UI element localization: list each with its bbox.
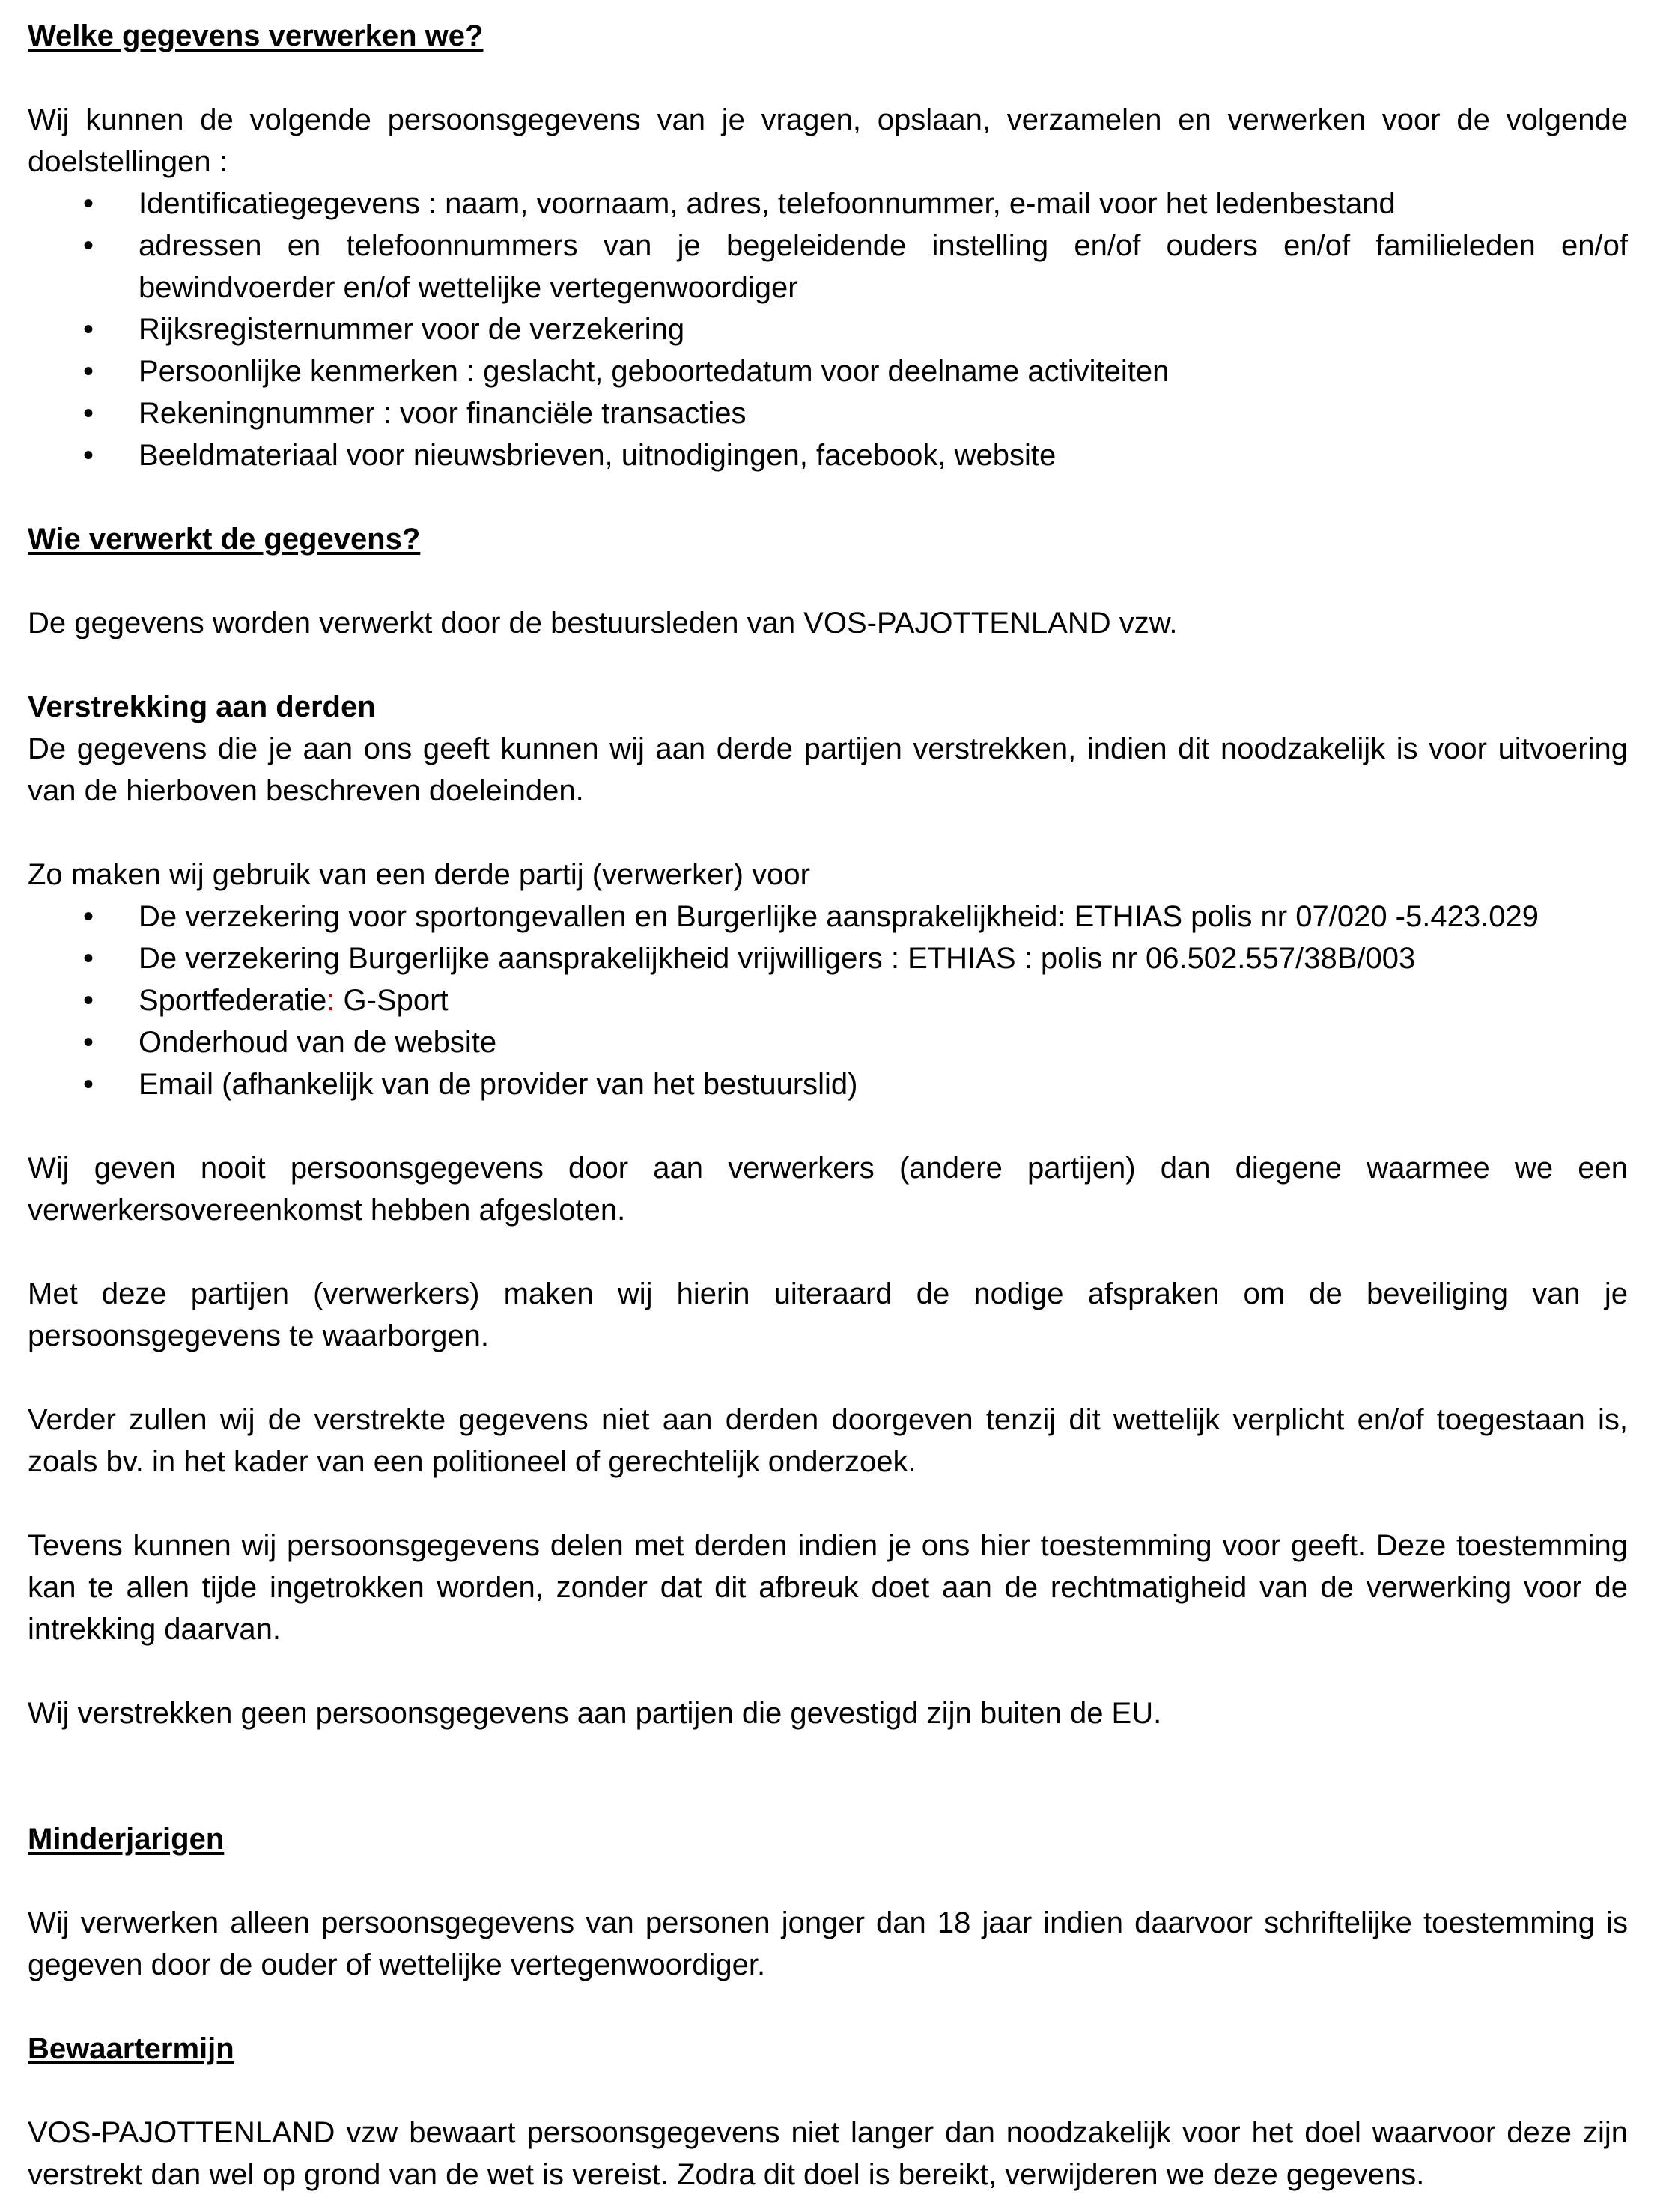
paragraph-security: Met deze partijen (verwerkers) maken wij hierin uiteraard de nodige afspraken om de beveiliging van je persoonsgegevens te waarborgen. [28, 1277, 1628, 1352]
bullet-icon: • [83, 900, 94, 933]
list-item: • De verzekering voor sportongevallen en Burgerlijke aansprakelijkheid: ETHIAS polis nr 07/020 -5.423.029 [28, 896, 1628, 938]
bullet-icon: • [83, 229, 94, 262]
list-item: • De verzekering Burgerlijke aansprakelijkheid vrijwilligers : ETHIAS : polis nr 06.502.557/38B/003 [28, 938, 1628, 979]
minors-text: Wij verwerken alleen persoonsgegevens van personen jonger dan 18 jaar indien daarvoor schriftelijke toestemming is gegeven door de ouder of wettelijke vertegenwoordiger. [28, 1906, 1628, 1981]
heading-third-parties: Verstrekking aan derden [28, 690, 376, 723]
list-item: • Identificatiegegevens : naam, voornaam, adres, telefoonnummer, e-mail voor het ledenbestand [28, 183, 1628, 225]
list-item: • Persoonlijke kenmerken : geslacht, geboortedatum voor deelname activiteiten [28, 350, 1628, 392]
bullet-icon: • [83, 187, 94, 220]
bullet-icon: • [83, 984, 94, 1017]
bullet-icon: • [83, 397, 94, 430]
third-parties-list [28, 896, 1628, 1105]
processing-list [28, 183, 1628, 476]
list-item: • Rekeningnummer : voor financiële transacties [28, 392, 1628, 434]
bullet-icon: • [83, 439, 94, 472]
document-page [28, 15, 1628, 2196]
paragraph-legal: Verder zullen wij de verstrekte gegevens niet aan derden doorgeven tenzij dit wettelijk verplicht en/of toegestaan is, zoals bv. in het kader van een politioneel of gerechtelijk onderzoek. [28, 1403, 1628, 1478]
bullet-icon: • [83, 313, 94, 346]
list-item: • Email (afhankelijk van de provider van het bestuurslid) [28, 1063, 1628, 1105]
heading-who: Wie verwerkt de gegevens? [28, 523, 421, 556]
paragraph-consent: Tevens kunnen wij persoonsgegevens delen met derden indien je ons hier toestemming voor geeft. Deze toestemming kan te allen tijde ingetrokken worden, zonder dat dit afbreuk doet aan de rechtmatigheid van de verwerking voor de intrekking daarvan. [28, 1529, 1628, 1646]
who-text: De gegevens worden verwerkt door de bestuursleden van VOS-PAJOTTENLAND vzw. [28, 607, 1178, 639]
heading-minors: Minderjarigen [28, 1823, 225, 1856]
bullet-icon: • [83, 942, 94, 975]
paragraph-processors: Wij geven nooit persoonsgegevens door aan verwerkers (andere partijen) dan diegene waarmee we een verwerkersovereenkomst hebben afgesloten. [28, 1152, 1628, 1227]
list-item: • Rijksregisternummer voor de verzekering [28, 309, 1628, 350]
retention-text: VOS-PAJOTTENLAND vzw bewaart persoonsgegevens niet langer dan noodzakelijk voor het doel waarvoor deze zijn verstrekt dan wel op grond van de wet is vereist. Zodra dit doel is bereikt, verwijderen we deze gegevens. [28, 2116, 1628, 2191]
heading-retention: Bewaartermijn [28, 2032, 234, 2065]
list-item: • adressen en telefoonnummers van je begeleidende instelling en/of ouders en/of familieleden en/of bewindvoerder en/of wettelijke vertegenwoordiger [28, 225, 1628, 309]
bullet-icon: • [83, 1068, 94, 1101]
heading-processing: Welke gegevens verwerken we? [28, 19, 484, 52]
colon-mark: : [326, 984, 335, 1017]
processing-intro: Wij kunnen de volgende persoonsgegevens van je vragen, opslaan, verzamelen en verwerken voor de volgende doelstellingen : [28, 103, 1628, 178]
list-item: • Beeldmateriaal voor nieuwsbrieven, uitnodigingen, facebook, website [28, 434, 1628, 476]
third-parties-text: De gegevens die je aan ons geeft kunnen wij aan derde partijen verstrekken, indien dit noodzakelijk is voor uitvoering van de hierboven beschreven doeleinden. [28, 732, 1628, 807]
bullet-icon: • [83, 1026, 94, 1059]
bullet-icon: • [83, 355, 94, 388]
paragraph-eu: Wij verstrekken geen persoonsgegevens aan partijen die gevestigd zijn buiten de EU. [28, 1697, 1162, 1730]
list-item: • Onderhoud van de website [28, 1021, 1628, 1063]
third-parties-intro: Zo maken wij gebruik van een derde partij (verwerker) voor [28, 858, 810, 891]
list-item: • Sportfederatie: G-Sport [28, 979, 1628, 1021]
